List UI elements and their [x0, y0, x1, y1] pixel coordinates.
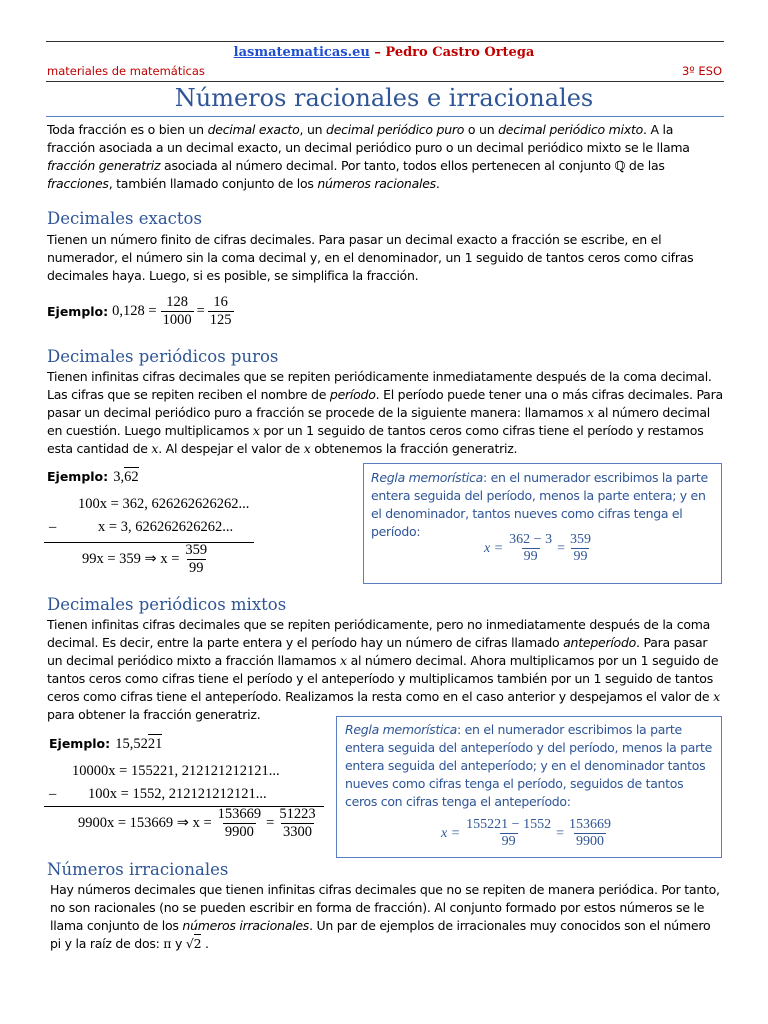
sqrt-symbol: √: [185, 936, 194, 951]
header-right-label: 3º ESO: [681, 64, 722, 78]
puros-rule-box: Regla memorística: en el numerador escribimos la parte entera seguida del período, menos la parte entera; y en el denominador, tantos nueves como cifras tenga el período: x = $\frac{362 - 3}{99}$ = $\frac{359}{99}$: [363, 463, 722, 584]
page-title: Números racionales e irracionales: [174, 84, 594, 112]
header-credit: lasmatematicas.eu – Pedro Castro Ortega: [233, 45, 535, 60]
fraction-16-125: $\frac{16}{125}$: [209, 294, 232, 328]
mixtos-paragraph: Tienen infinitas cifras decimales que se repiten periódicamente, pero no inmediatamente después de la coma decimal. Es decir, entre la parte entera y el período hay un número de cifras llamado anteperíodo. Para pasar un decimal periódico mixto a fracción llamamos x al número decimal. Ahora multiplicamos por un 1 seguido de tantos ceros como cifras tiene el período y el anteperíodo y multiplicamos también por un 1 seguido de tantos ceros como cifras tiene el anteperíodo. Realizamos la resta como en el caso anterior y despejamos el valor de x para obtener la fracción generatriz.: [47, 617, 720, 722]
period-mark: 62: [124, 469, 139, 485]
pi-symbol: π: [163, 936, 172, 951]
heading-mixtos: Decimales periódicos mixtos: [47, 595, 287, 614]
exactos-paragraph: Tienen un número finito de cifras decimales. Para pasar un decimal exacto a fracción se escribe, en el numerador, el número sin la coma decimal y, en el denominador, un 1 seguido de tantos ceros como cifras decimales haya. Luego, si es posible, se simplifica la fracción.: [47, 232, 694, 283]
header-left-label: materiales de matemáticas: [47, 64, 205, 78]
puros-eq3: 99x = 359 ⇒ x = $\frac{359}{99}$: [82, 542, 208, 576]
header-top-rule: [46, 41, 724, 42]
puros-rule-formula: x = $\frac{362 - 3}{99}$ = $\frac{359}{99}$: [484, 532, 591, 564]
mixtos-example: Ejemplo: 15,5221: [49, 736, 163, 752]
fraction-128-1000: $\frac{128}{1000}$: [162, 294, 192, 328]
example-label: Ejemplo:: [47, 304, 109, 319]
header-bottom-rule: [46, 81, 724, 82]
mixtos-eq3: 9900x = 153669 ⇒ x = $\frac{153669}{9900}$ = $\frac{51223}{3300}$: [78, 806, 316, 840]
puros-eq2: –: [49, 519, 57, 535]
mixtos-rule-box: Regla memorística: en el numerador escribimos la parte entera seguida del anteperíodo y del período, menos la parte entera seguida del anteperíodo; y en el denominador tantos nueves como cifras tenga el período, seguidos de tantos ceros con cifras tenga el anteperíodo: x = $\frac{155221 - 1552}{99}$ = $\frac{153669}{9900}$: [336, 716, 722, 858]
period-mark: 21: [147, 736, 163, 752]
rational-set-symbol: ℚ: [614, 158, 626, 173]
mixtos-eq2: 100x = 1552, 212121212121...: [88, 786, 267, 802]
exactos-example: Ejemplo: 0,128 = $\frac{128}{1000}$ = $\frac{16}{125}$: [47, 294, 232, 328]
irracionales-paragraph: Hay números decimales que tienen infinitas cifras decimales que no se repiten de manera periódica. Por tanto, no son racionales (no se pueden escribir en forma de fracción). Al conjunto formado por estos números se le llama conjunto de los números irracionales. Un par de ejemplos de irracionales muy conocidos son el número pi y la raíz de dos: π y √2 .: [50, 882, 720, 951]
puros-eq2b: x = 3, 626262626262...: [98, 519, 234, 535]
mixtos-eq2-minus: –: [49, 786, 57, 802]
mixtos-rule-formula: x = $\frac{155221 - 1552}{99}$ = $\frac{153669}{9900}$: [441, 817, 611, 849]
heading-exactos: Decimales exactos: [47, 209, 202, 228]
heading-puros: Decimales periódicos puros: [47, 347, 279, 366]
mixtos-eq1: 10000x = 155221, 212121212121...: [72, 763, 280, 779]
puros-example: Ejemplo: 3,62: [47, 469, 139, 485]
puros-eq1: 100x = 362, 626262626262...: [78, 496, 250, 512]
title-underline: [46, 116, 724, 117]
author-name: Pedro Castro Ortega: [385, 45, 535, 60]
puros-paragraph: Tienen infinitas cifras decimales que se repiten periódicamente inmediatamente después de la coma decimal. Las cifras que se repiten reciben el nombre de período. El período puede tener una o más cifras decimales. Para pasar un decimal periódico puro a fracción se procede de la siguiente manera: llamamos x al número decimal en cuestión. Luego multiplicamos x por un 1 seguido de tantos ceros como cifras tiene el período y restamos esta cantidad de x. Al despejar el valor de x obtenemos la fracción generatriz.: [47, 369, 723, 456]
heading-irracionales: Números irracionales: [47, 860, 229, 879]
intro-paragraph: Toda fracción es o bien un decimal exacto, un decimal periódico puro o un decimal periódico mixto. A la fracción asociada a un decimal exacto, un decimal periódico puro o un decimal periódico mixto se le llama fracción generatriz asociada al número decimal. Por tanto, todos ellos pertenecen al conjunto ℚ de las fracciones, también llamado conjunto de los números racionales.: [47, 122, 690, 191]
site-link[interactable]: lasmatematicas.eu: [233, 45, 370, 60]
